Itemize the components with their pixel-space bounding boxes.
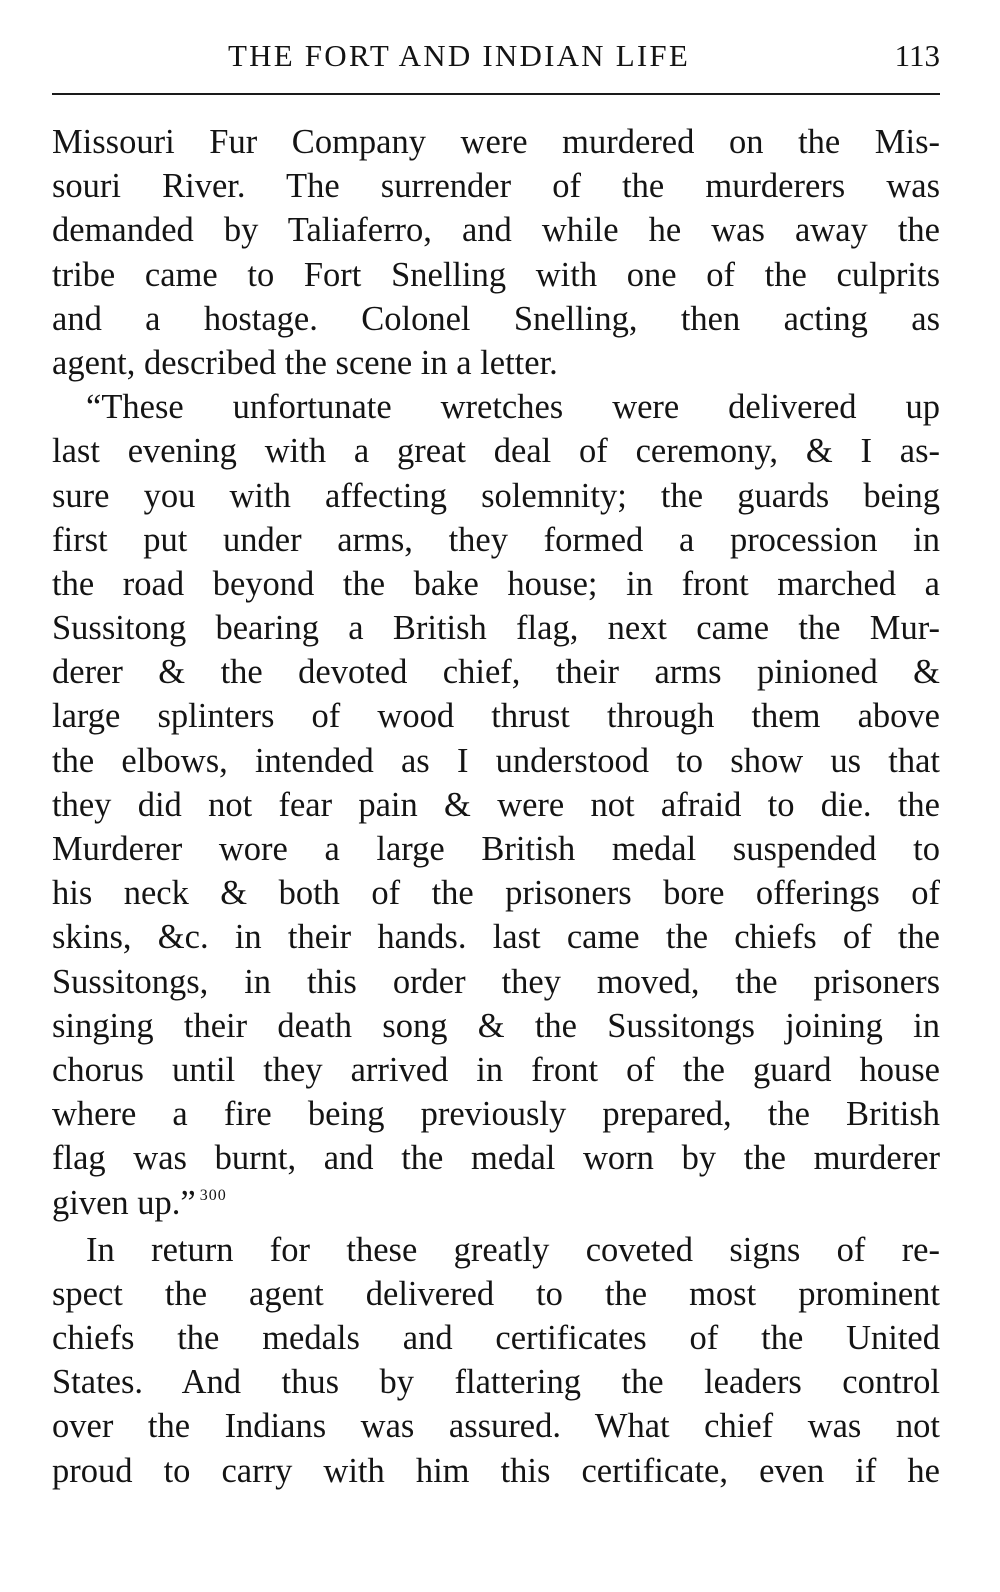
footnote-reference: 300 [199,1186,227,1204]
header-rule [52,93,940,95]
body-text [52,120,940,1493]
text-line: Sussitongs, in this order they moved, the prisoners [52,962,940,1001]
text-line: singing their death song & the Sussitongs joining in [52,1006,940,1045]
text-line: they did not fear pain & were not afraid to die. the [52,785,940,824]
text-line: Missouri Fur Company were murdered on the Mis- [52,123,940,161]
text-line: and a hostage. Colonel Snelling, then acting as [52,299,940,338]
paragraph [52,120,940,385]
text-line: proud to carry with him this certificate, even if he [52,1451,940,1490]
running-head [52,36,940,76]
text-line: where a fire being previously prepared, the British [52,1095,940,1134]
text-line: demanded by Taliaferro, and while he was away the [52,211,940,250]
text-line: derer & the devoted chief, their arms pinioned & [52,653,940,692]
quotation-paragraph [52,385,940,1225]
text-line: his neck & both of the prisoners bore offerings of [52,874,940,913]
text-line-with-footnote [52,1181,940,1225]
text-line: souri River. The surrender of the murderers was [52,167,940,206]
text-line: “These unfortunate wretches were delivered up [86,388,940,427]
text-line: flag was burnt, and the medal worn by the murderer [52,1139,940,1178]
text-line: chiefs the medals and certificates of the United [52,1319,940,1358]
text-line: over the Indians was assured. What chief was not [52,1407,940,1446]
text-line: first put under arms, they formed a procession in [52,520,940,559]
text-line: Murderer wore a large British medal suspended to [52,830,940,868]
text-line: last evening with a great deal of ceremony, & I as- [52,432,940,471]
text-line: the road beyond the bake house; in front marched a [52,564,940,603]
text-line: Sussitong bearing a British flag, next came the Mur- [52,609,940,648]
text-line: agent, described the scene in a letter. [52,343,558,382]
text-line: States. And thus by flattering the leaders control [52,1363,940,1402]
text-line: skins, &c. in their hands. last came the chiefs of the [52,918,940,957]
page-number: 113 [894,38,940,73]
text-line: sure you with affecting solemnity; the guards being [52,476,940,515]
text-line: large splinters of wood thrust through them above [52,697,940,736]
text-line: spect the agent delivered to the most prominent [52,1274,940,1313]
text-line: In return for these greatly coveted signs of re- [86,1230,940,1269]
chapter-title: THE FORT AND INDIAN LIFE [228,38,690,73]
text-line: chorus until they arrived in front of the guard house [52,1050,940,1089]
text-line: the elbows, intended as I understood to show us that [52,741,940,780]
text-line: given up.” [52,1183,196,1222]
paragraph [52,1228,940,1493]
text-line: tribe came to Fort Snelling with one of the culprits [52,255,940,294]
